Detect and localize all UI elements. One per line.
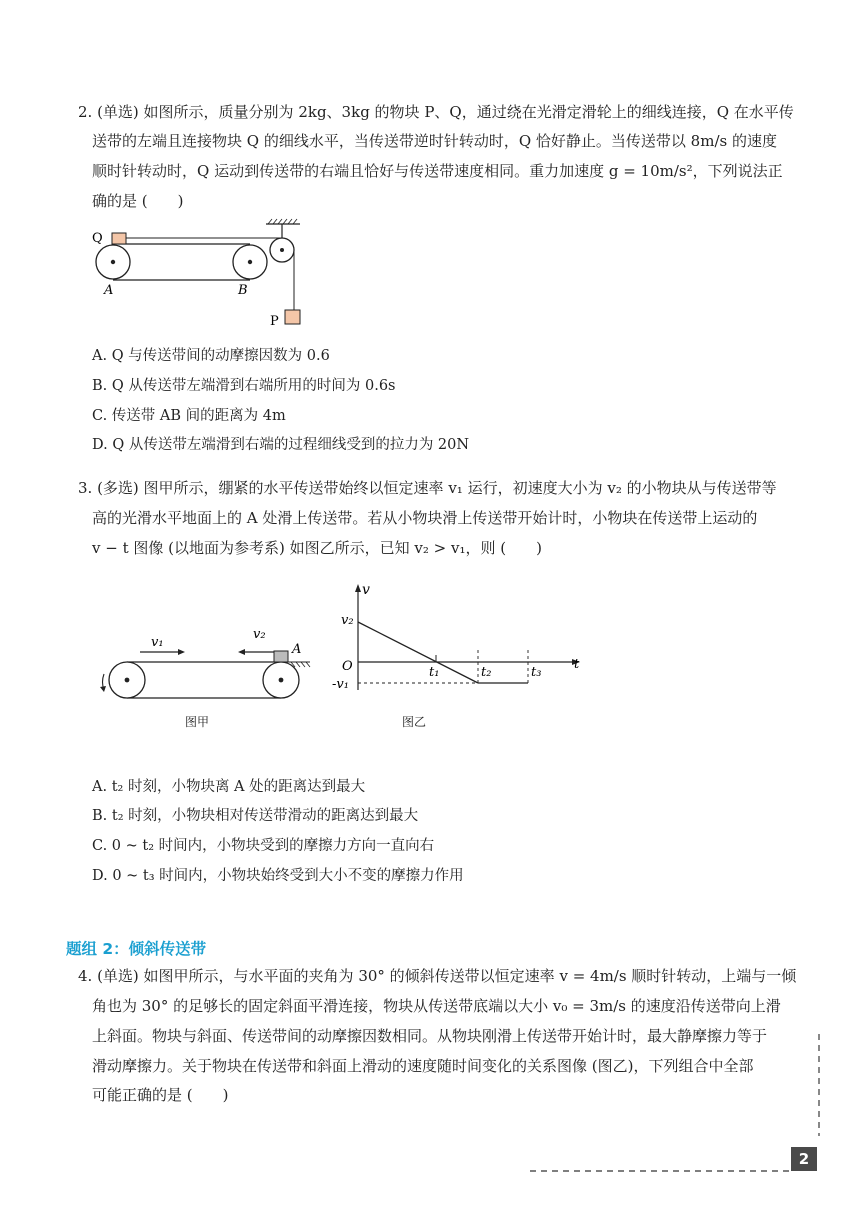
q2-option-a: A. Q 与传送带间的动摩擦因数为 0.6 xyxy=(92,348,330,364)
page-number: 2 xyxy=(791,1147,817,1171)
q3-caption-yi: 图乙 xyxy=(402,715,427,729)
q2-option-d: D. Q 从传送带左端滑到右端的过程细线受到的拉力为 20N xyxy=(92,437,470,453)
q4-line-2: 角也为 30° 的足够长的固定斜面平滑连接，物块从传送带底端以大小 v₀ = 3m/s 的速度沿传送带向上滑 xyxy=(92,997,781,1015)
q2-option-c: C. 传送带 AB 间的距离为 4m xyxy=(92,408,286,424)
q4-line-5: 可能正确的是 ( ) xyxy=(92,1086,229,1104)
q4-line-1: 4. (单选) 如图甲所示，与水平面的夹角为 30° 的倾斜传送带以恒定速率 v = 4m/s 顺时针转动，上端与一倾 xyxy=(78,967,797,985)
q2-line-1: 2. (单选) 如图所示，质量分别为 2kg、3kg 的物块 P、Q，通过绕在光滑定滑轮上的细线连接，Q 在水平传 xyxy=(78,103,794,121)
q3-yi-label-t1: t₁ xyxy=(429,665,440,680)
q2-label-b: B xyxy=(238,283,248,298)
q2-line-4: 确的是 ( ) xyxy=(92,192,184,210)
q3-yi-label-t2: t₂ xyxy=(481,665,492,680)
q3-option-c: C. 0 ~ t₂ 时间内，小物块受到的摩擦力方向一直向右 xyxy=(92,838,435,854)
q3-figure-yi xyxy=(328,580,588,700)
q3-yi-label-t3: t₃ xyxy=(531,665,542,680)
q3-line-3: v − t 图像 (以地面为参考系) 如图乙所示，已知 v₂ > v₁，则 ( ) xyxy=(92,539,542,557)
q3-option-d: D. 0 ~ t₃ 时间内，小物块始终受到大小不变的摩擦力作用 xyxy=(92,868,464,884)
q3-jia-label-v2: v₂ xyxy=(253,627,266,642)
q3-line-1: 3. (多选) 图甲所示，绷紧的水平传送带始终以恒定速率 v₁ 运行，初速度大小为 v₂ 的小物块从与传送带等 xyxy=(78,479,777,497)
q2-line-3: 顺时针转动时，Q 运动到传送带的右端且恰好与传送带速度相同。重力加速度 g = 10m/s²，下列说法正 xyxy=(92,162,783,180)
q4-line-3: 上斜面。物块与斜面、传送带间的动摩擦因数相同。从物块刚滑上传送带开始计时，最大静摩擦力等于 xyxy=(92,1027,768,1045)
q3-jia-label-v1: v₁ xyxy=(151,635,164,650)
q4-line-4: 滑动摩擦力。关于物块在传送带和斜面上滑动的速度随时间变化的关系图像 (图乙)，下列组合中全部 xyxy=(92,1057,754,1075)
q3-yi-label-t: t xyxy=(574,657,580,672)
q3-figure-jia xyxy=(95,620,325,710)
section-title: 题组 2：倾斜传送带 xyxy=(66,940,207,958)
q2-line-2: 送带的左端且连接物块 Q 的细线水平，当传送带逆时针转动时，Q 恰好静止。当传送带以 8m/s 的速度 xyxy=(92,132,777,150)
q2-label-a: A xyxy=(104,283,114,298)
q3-yi-label-v2: v₂ xyxy=(341,613,354,628)
q3-option-b: B. t₂ 时刻，小物块相对传送带滑动的距离达到最大 xyxy=(92,808,419,824)
q3-yi-label-v: v xyxy=(362,582,370,598)
q3-yi-label-o: O xyxy=(342,659,353,674)
q3-option-a: A. t₂ 时刻，小物块离 A 处的距离达到最大 xyxy=(92,779,366,795)
q2-option-b: B. Q 从传送带左端滑到右端所用的时间为 0.6s xyxy=(92,378,396,394)
q2-label-p: P xyxy=(270,314,279,329)
q3-jia-label-a: A xyxy=(292,642,302,657)
q3-caption-jia: 图甲 xyxy=(185,715,210,729)
q2-label-q: Q xyxy=(92,231,103,246)
q2-pulley-figure xyxy=(86,218,326,338)
q3-yi-label-neg-v1: -v₁ xyxy=(332,677,349,692)
q3-line-2: 高的光滑水平地面上的 A 处滑上传送带。若从小物块滑上传送带开始计时，小物块在传送带上运动的 xyxy=(92,509,758,527)
